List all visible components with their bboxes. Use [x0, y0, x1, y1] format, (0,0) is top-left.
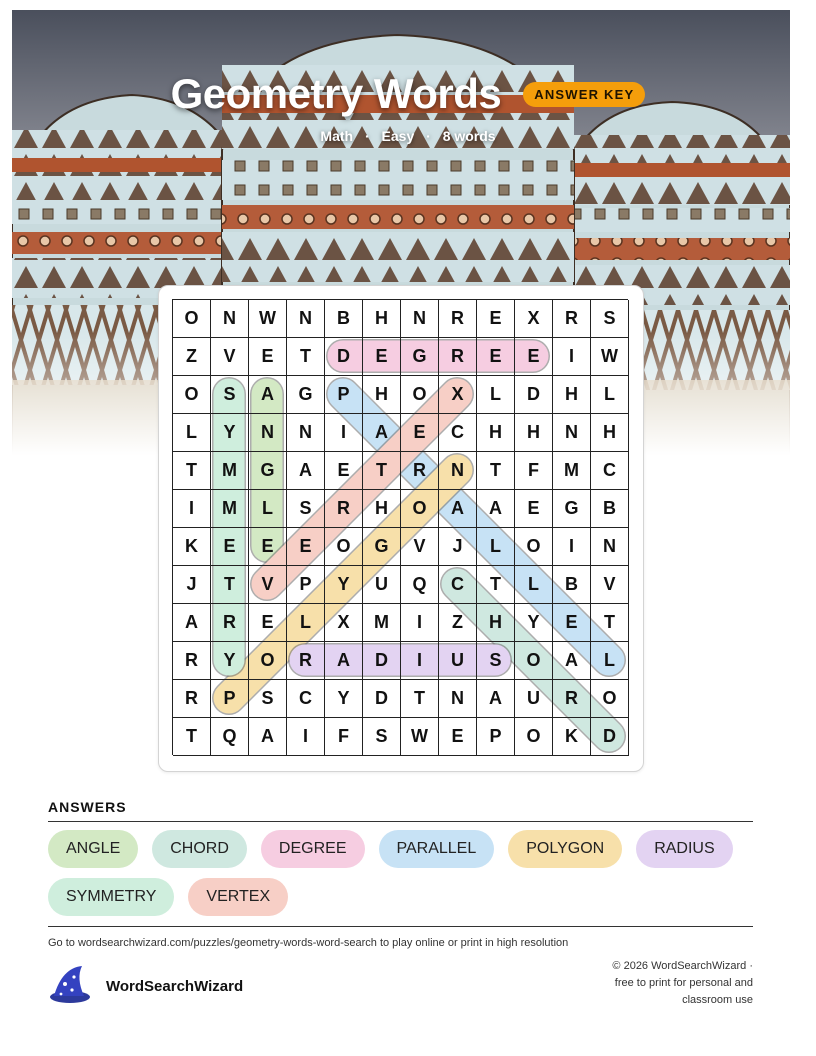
brand-name: WordSearchWizard [106, 978, 244, 995]
grid-cell: H [363, 376, 401, 414]
answer-chip-vertex: VERTEX [188, 878, 288, 916]
grid-cell: I [553, 338, 591, 376]
grid-cell: D [363, 680, 401, 718]
answer-chip-chord: CHORD [152, 830, 247, 868]
grid-cell: V [249, 566, 287, 604]
grid-cell: U [363, 566, 401, 604]
grid-cell: T [477, 566, 515, 604]
grid-cell: B [325, 300, 363, 338]
grid-cell: L [249, 490, 287, 528]
grid-cell: Q [401, 566, 439, 604]
grid-cell: E [363, 338, 401, 376]
grid-cell: I [325, 414, 363, 452]
grid-cell: P [211, 680, 249, 718]
grid-cell: Q [211, 718, 249, 756]
grid-cell: O [591, 680, 629, 718]
grid-cell: A [325, 642, 363, 680]
grid-cell: G [363, 528, 401, 566]
grid-cell: Z [173, 338, 211, 376]
grid-cell: E [249, 338, 287, 376]
grid-cell: D [325, 338, 363, 376]
grid-cell: M [211, 452, 249, 490]
grid-cell: E [553, 604, 591, 642]
grid-cell: O [401, 376, 439, 414]
grid-cell: A [287, 452, 325, 490]
answer-chip-degree: DEGREE [261, 830, 365, 868]
grid-cell: N [439, 452, 477, 490]
grid-cell: T [477, 452, 515, 490]
grid-cell: H [477, 414, 515, 452]
grid-cell: R [553, 300, 591, 338]
grid-cell: Y [515, 604, 553, 642]
grid-cell: V [401, 528, 439, 566]
grid-cell: E [325, 452, 363, 490]
grid-cell: B [591, 490, 629, 528]
grid-cell: H [477, 604, 515, 642]
grid-cell: O [173, 376, 211, 414]
answer-key-badge: ANSWER KEY [523, 82, 645, 107]
grid-cell: O [249, 642, 287, 680]
grid-cell: C [591, 452, 629, 490]
grid-cell: R [173, 642, 211, 680]
grid-cell: J [439, 528, 477, 566]
grid-cell: R [439, 338, 477, 376]
grid-cell: R [439, 300, 477, 338]
grid-cell: S [363, 718, 401, 756]
copyright-line: classroom use [682, 994, 753, 1006]
grid-cell: I [553, 528, 591, 566]
grid-cell: S [477, 642, 515, 680]
grid-cell: A [249, 376, 287, 414]
grid-cell: E [249, 604, 287, 642]
wizard-hat-icon [48, 964, 92, 1009]
grid-cell: O [515, 718, 553, 756]
puzzle-grid-wrap [172, 299, 628, 755]
grid-cell: N [439, 680, 477, 718]
grid-cell: G [553, 490, 591, 528]
grid-cell: O [173, 300, 211, 338]
grid-cell: I [401, 642, 439, 680]
grid-cell: C [287, 680, 325, 718]
grid-cell: D [515, 376, 553, 414]
grid-cell: R [211, 604, 249, 642]
grid-cell: S [287, 490, 325, 528]
grid-cell: H [553, 376, 591, 414]
grid-cell: E [287, 528, 325, 566]
grid-cell: T [363, 452, 401, 490]
grid-cell: H [591, 414, 629, 452]
grid-cell: A [363, 414, 401, 452]
grid-cell: V [591, 566, 629, 604]
grid-cell: A [477, 680, 515, 718]
answers-heading: ANSWERS [48, 799, 127, 815]
grid-cell: E [439, 718, 477, 756]
grid-cell: Y [325, 680, 363, 718]
header [0, 70, 816, 144]
grid-cell: P [325, 376, 363, 414]
grid-cell: O [325, 528, 363, 566]
grid-cell: L [477, 528, 515, 566]
grid-cell: L [173, 414, 211, 452]
difficulty-label: Easy [381, 128, 415, 144]
grid-cell: A [173, 604, 211, 642]
grid-cell: N [553, 414, 591, 452]
puzzle-meta [0, 128, 816, 144]
grid-cell: W [591, 338, 629, 376]
grid-cell: L [477, 376, 515, 414]
grid-cell: Z [439, 604, 477, 642]
grid-cell: E [515, 490, 553, 528]
grid-cell: A [249, 718, 287, 756]
grid-cell: E [477, 338, 515, 376]
answer-chip-polygon: POLYGON [508, 830, 622, 868]
grid-cell: P [477, 718, 515, 756]
grid-cell: H [363, 490, 401, 528]
grid-cell: H [515, 414, 553, 452]
grid-cell: N [401, 300, 439, 338]
grid-cell: A [439, 490, 477, 528]
grid-cell: O [515, 642, 553, 680]
grid-cell: R [553, 680, 591, 718]
grid-cell: T [173, 452, 211, 490]
grid-cell: I [287, 718, 325, 756]
grid-cell: N [211, 300, 249, 338]
grid-cell: T [401, 680, 439, 718]
grid-cell: G [287, 376, 325, 414]
grid-cell: L [591, 376, 629, 414]
letter-grid [172, 299, 628, 755]
grid-cell: M [211, 490, 249, 528]
grid-cell: Y [325, 566, 363, 604]
separator: · [364, 128, 370, 144]
grid-cell: E [477, 300, 515, 338]
grid-cell: V [211, 338, 249, 376]
brand[interactable] [48, 964, 243, 1009]
grid-cell: H [363, 300, 401, 338]
grid-cell: N [249, 414, 287, 452]
grid-cell: K [173, 528, 211, 566]
grid-cell: R [325, 490, 363, 528]
divider [48, 821, 753, 822]
answer-chip-symmetry: SYMMETRY [48, 878, 174, 916]
grid-cell: S [591, 300, 629, 338]
grid-cell: W [401, 718, 439, 756]
grid-cell: I [173, 490, 211, 528]
grid-cell: X [515, 300, 553, 338]
grid-cell: A [553, 642, 591, 680]
grid-cell: O [515, 528, 553, 566]
grid-cell: I [401, 604, 439, 642]
grid-cell: X [325, 604, 363, 642]
grid-cell: R [173, 680, 211, 718]
grid-cell: N [287, 300, 325, 338]
grid-cell: O [401, 490, 439, 528]
copyright-line: © 2026 WordSearchWizard · [612, 960, 753, 972]
grid-cell: R [401, 452, 439, 490]
copyright-line: free to print for personal and [614, 977, 753, 989]
grid-cell: L [515, 566, 553, 604]
grid-cell: D [363, 642, 401, 680]
grid-cell: E [515, 338, 553, 376]
grid-cell: N [287, 414, 325, 452]
subject-label: Math [320, 128, 354, 144]
page-title: Geometry Words [170, 70, 502, 117]
grid-cell: U [515, 680, 553, 718]
grid-cell: X [439, 376, 477, 414]
grid-cell: F [325, 718, 363, 756]
grid-cell: C [439, 414, 477, 452]
word-count-label: 8 words [442, 128, 496, 144]
grid-cell: Y [211, 414, 249, 452]
grid-cell: Y [211, 642, 249, 680]
grid-cell: T [591, 604, 629, 642]
copyright [533, 958, 753, 1009]
grid-cell: S [211, 376, 249, 414]
grid-cell: T [173, 718, 211, 756]
separator: · [426, 128, 431, 144]
grid-cell: D [591, 718, 629, 756]
grid-cell: T [287, 338, 325, 376]
grid-cell: P [287, 566, 325, 604]
answer-chip-angle: ANGLE [48, 830, 138, 868]
footer-url-text: Go to wordsearchwizard.com/puzzles/geometry-words-word-search to play online or print in high resolution [48, 937, 569, 949]
grid-cell: M [553, 452, 591, 490]
grid-cell: M [363, 604, 401, 642]
answer-list [48, 830, 768, 916]
grid-cell: U [439, 642, 477, 680]
answer-chip-parallel: PARALLEL [379, 830, 495, 868]
grid-cell: B [553, 566, 591, 604]
grid-cell: K [553, 718, 591, 756]
divider [48, 926, 753, 927]
grid-cell: G [401, 338, 439, 376]
grid-cell: L [591, 642, 629, 680]
grid-cell: R [287, 642, 325, 680]
grid-cell: C [439, 566, 477, 604]
grid-cell: A [477, 490, 515, 528]
grid-cell: G [249, 452, 287, 490]
grid-cell: E [249, 528, 287, 566]
grid-cell: E [401, 414, 439, 452]
grid-cell: W [249, 300, 287, 338]
answer-chip-radius: RADIUS [636, 830, 732, 868]
grid-cell: S [249, 680, 287, 718]
grid-cell: F [515, 452, 553, 490]
grid-cell: T [211, 566, 249, 604]
grid-cell: E [211, 528, 249, 566]
grid-cell: L [287, 604, 325, 642]
grid-cell: N [591, 528, 629, 566]
grid-cell: J [173, 566, 211, 604]
